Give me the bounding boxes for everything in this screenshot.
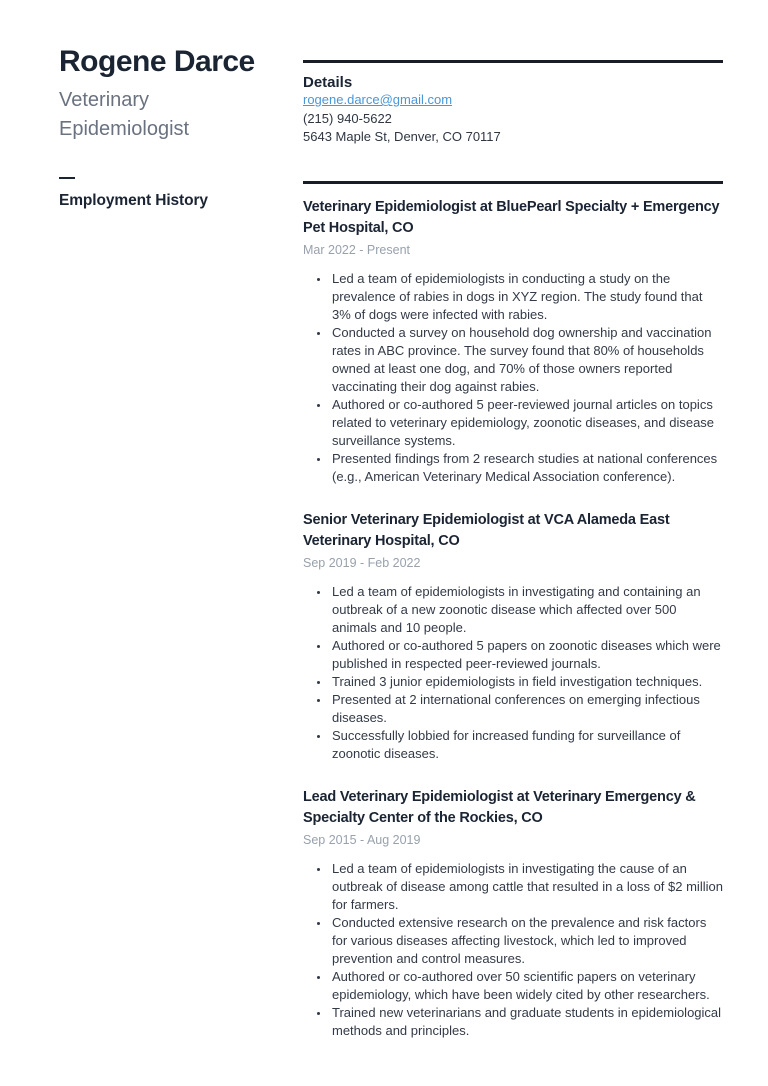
job-bullets bbox=[303, 583, 723, 763]
bullet-item: • Presented at 2 international conferences on emerging infectious diseases. bbox=[330, 691, 723, 727]
job-entry bbox=[303, 197, 723, 486]
bullet-item: • Led a team of epidemiologists in investigating and containing an outbreak of a new zoonotic disease which affected over 500 animals and 10 people. bbox=[330, 583, 723, 637]
email-link[interactable]: rogene.darce@gmail.com bbox=[303, 92, 453, 107]
person-title: Veterinary Epidemiologist bbox=[59, 89, 190, 140]
right-column bbox=[303, 44, 723, 1040]
bullet-item: • Authored or co-authored over 50 scientific papers on veterinary epidemiology, which have been widely cited by other researchers. bbox=[330, 968, 723, 1004]
job-dates: Sep 2019 - Feb 2022 bbox=[303, 555, 421, 570]
left-column bbox=[59, 44, 263, 1040]
job-entry bbox=[303, 510, 723, 763]
bullet-item: • Trained new veterinarians and graduate students in epidemiological methods and principles. bbox=[330, 1004, 723, 1040]
bullet-item: • Conducted extensive research on the prevalence and risk factors for various diseases affecting livestock, which led to improved prevention and control measures. bbox=[330, 914, 723, 968]
job-dates: Sep 2015 - Aug 2019 bbox=[303, 832, 421, 847]
employment-section-label bbox=[59, 177, 263, 210]
person-name: Rogene Darce bbox=[59, 45, 255, 78]
job-title: Senior Veterinary Epidemiologist at VCA Alameda East Veterinary Hospital, CO bbox=[303, 511, 670, 549]
bullet-item: • Authored or co-authored 5 peer-reviewed journal articles on topics related to veterinary epidemiology, zoonotic diseases, and disease surveillance systems. bbox=[330, 396, 723, 450]
job-bullets bbox=[303, 270, 723, 486]
bullet-item: • Presented findings from 2 research studies at national conferences (e.g., American Veterinary Medical Association conference). bbox=[330, 450, 723, 486]
job-title: Lead Veterinary Epidemiologist at Veterinary Emergency & Specialty Center of the Rockies, CO bbox=[303, 788, 696, 826]
employment-history-heading: Employment History bbox=[59, 192, 208, 209]
bullet-item: • Led a team of epidemiologists in conducting a study on the prevalence of rabies in dogs in XYZ region. The study found that 3% of dogs were infected with rabies. bbox=[330, 270, 723, 324]
job-bullets bbox=[303, 860, 723, 1040]
bullet-item: • Successfully lobbied for increased funding for surveillance of zoonotic diseases. bbox=[330, 727, 723, 763]
bullet-item: • Authored or co-authored 5 papers on zoonotic diseases which were published in respected peer-reviewed journals. bbox=[330, 637, 723, 673]
job-dates: Mar 2022 - Present bbox=[303, 242, 410, 257]
employment-divider bbox=[303, 181, 723, 184]
section-dash bbox=[59, 177, 75, 179]
address: 5643 Maple St, Denver, CO 70117 bbox=[303, 129, 501, 144]
details-heading: Details bbox=[303, 74, 353, 91]
bullet-item: • Trained 3 junior epidemiologists in field investigation techniques. bbox=[330, 673, 723, 691]
details-divider bbox=[303, 60, 723, 63]
job-title: Veterinary Epidemiologist at BluePearl Specialty + Emergency Pet Hospital, CO bbox=[303, 198, 720, 236]
job-entry bbox=[303, 787, 723, 1040]
bullet-item: • Conducted a survey on household dog ownership and vaccination rates in ABC province. The survey found that 80% of households owned at least one dog, and 70% of those owners reported vaccinating their dog against rabies. bbox=[330, 324, 723, 396]
bullet-item: • Led a team of epidemiologists in investigating the cause of an outbreak of disease among cattle that resulted in a loss of $2 million for farmers. bbox=[330, 860, 723, 914]
phone-number: (215) 940-5622 bbox=[303, 110, 392, 126]
